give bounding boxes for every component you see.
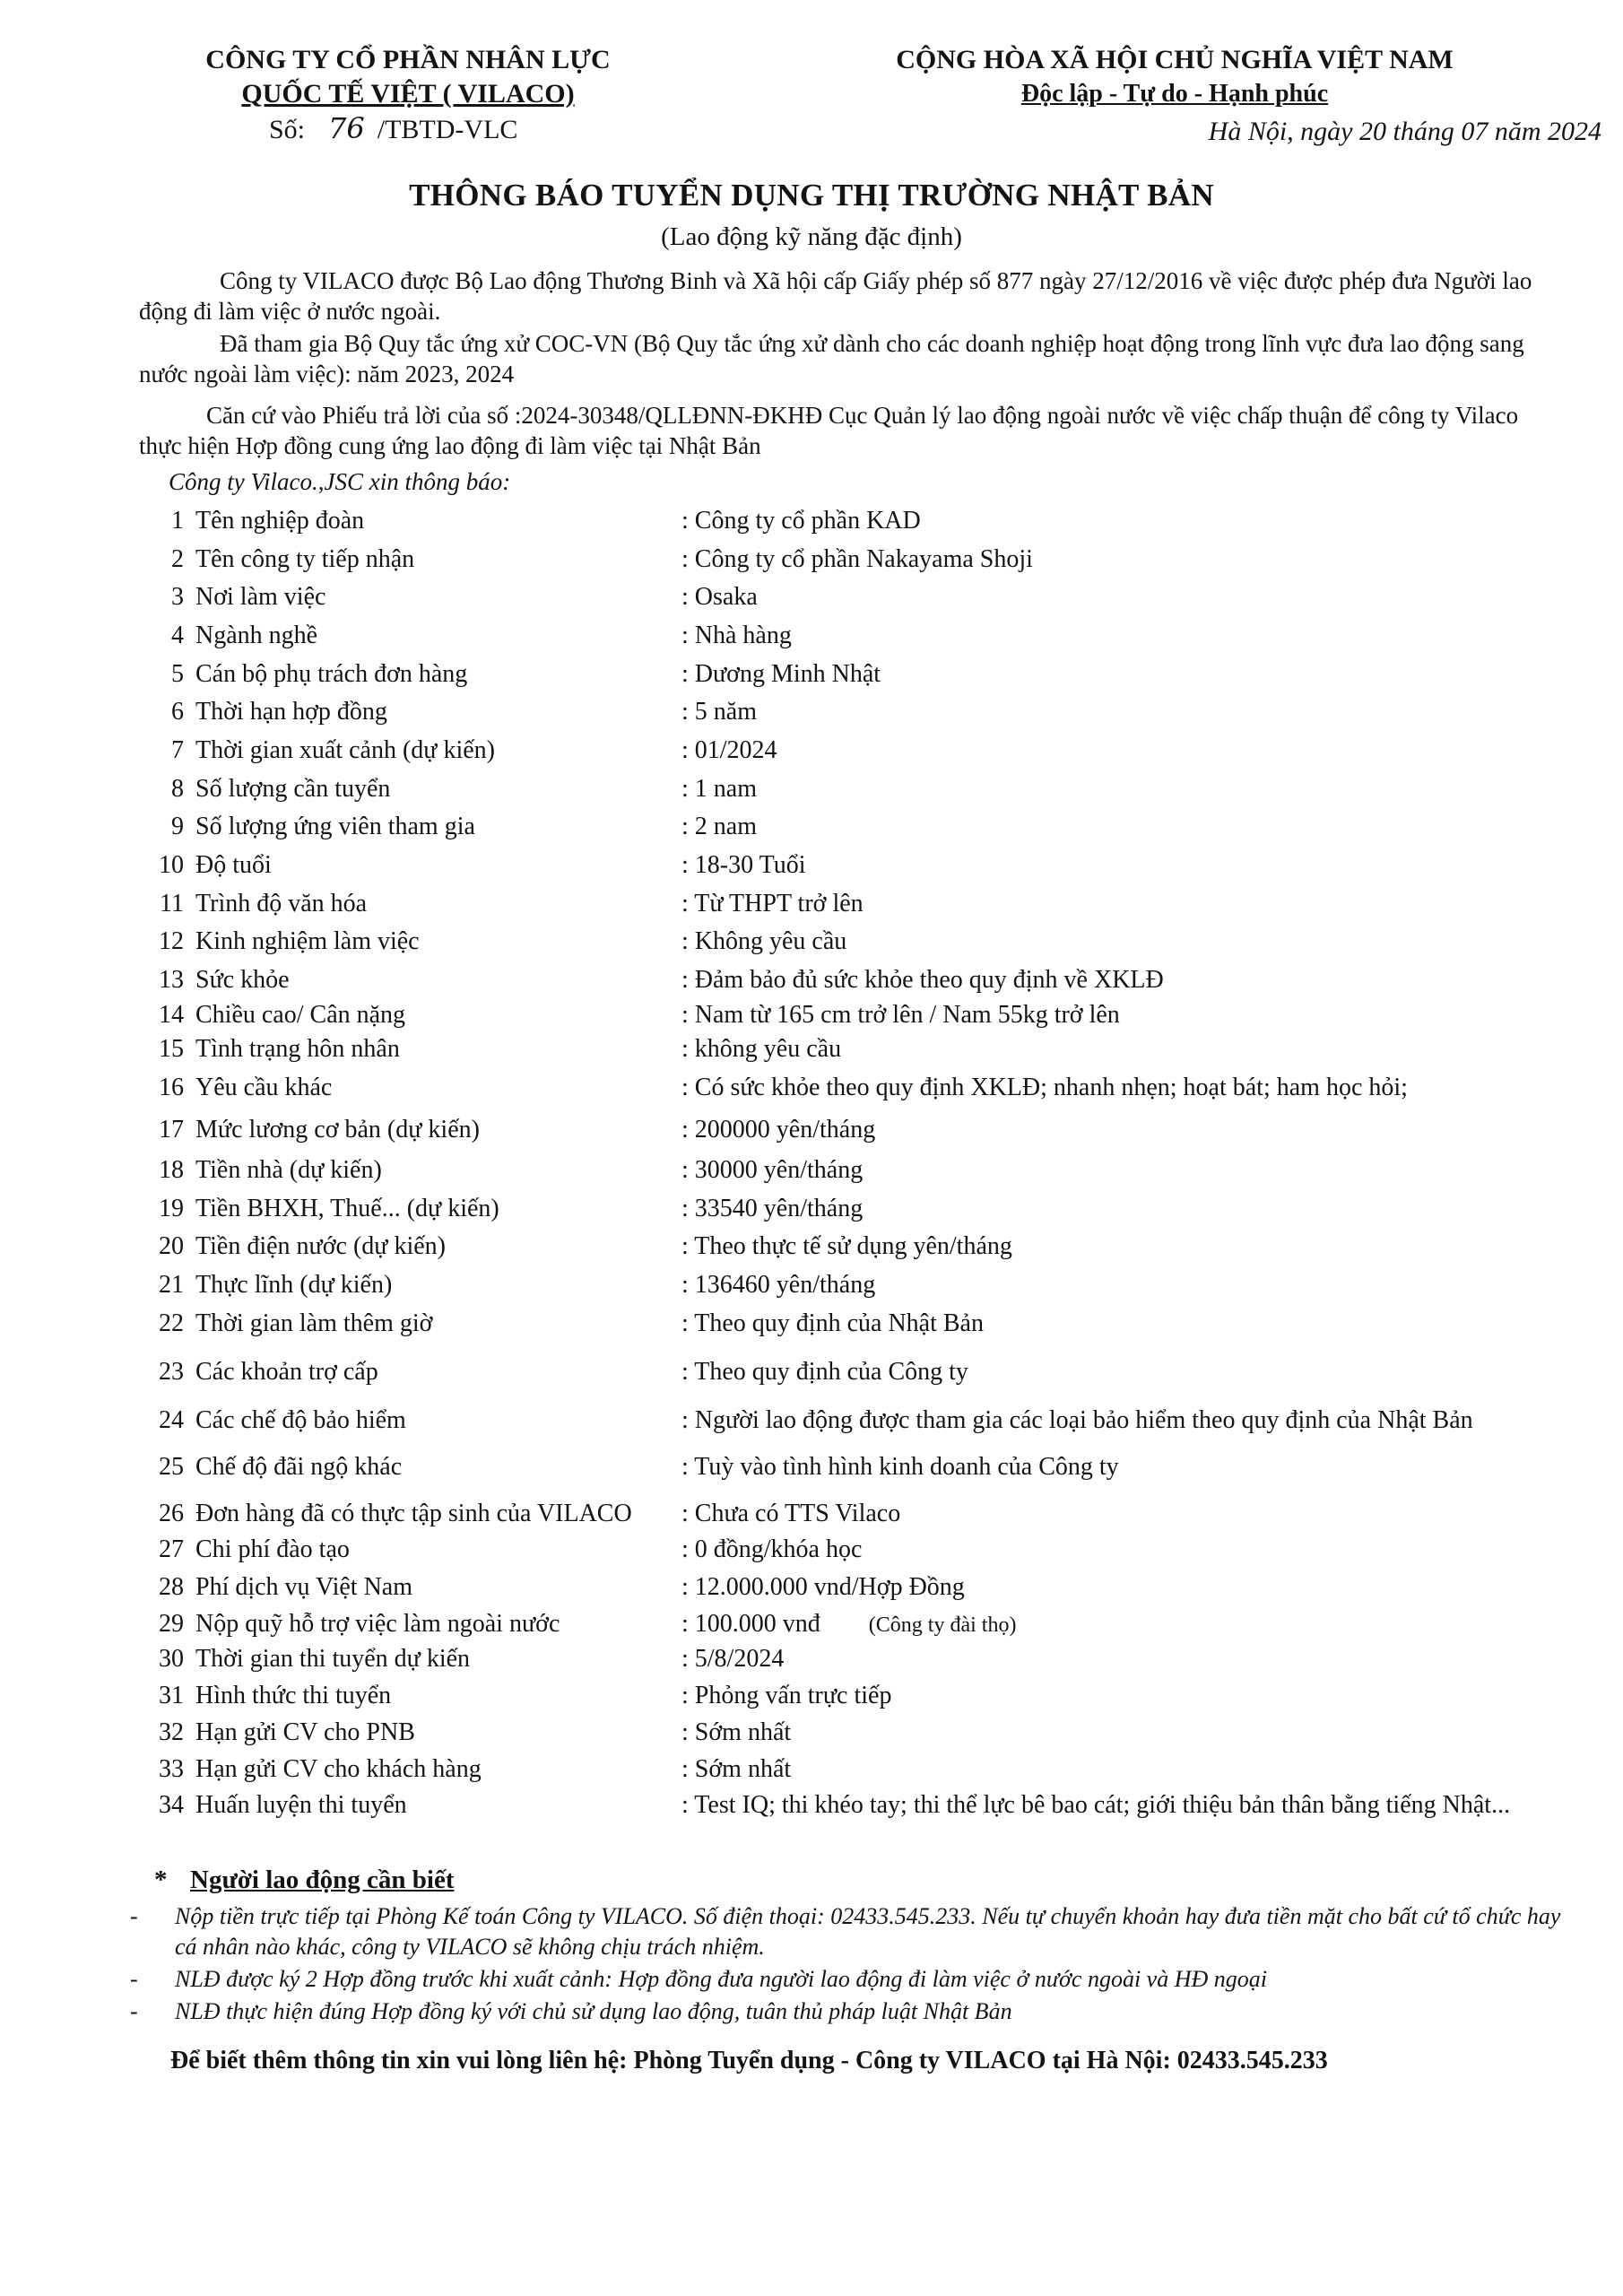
star-marker: * xyxy=(154,1866,168,1894)
nation-motto: Độc lập - Tự do - Hạnh phúc xyxy=(1020,80,1329,108)
item-value-text: : 5 năm xyxy=(681,698,757,726)
list-item xyxy=(126,1964,1587,1995)
item-value-text: : 1 nam xyxy=(681,775,757,803)
company-name: CÔNG TY CỔ PHẦN NHÂN LỰC xyxy=(205,45,611,74)
table-row xyxy=(0,1231,1623,1263)
paragraph-basis: Căn cứ vào Phiếu trả lời của số :2024-30348/QLLĐNN-ĐKHĐ Cục Quản lý lao động ngoài nước về việc chấp thuận để công ty Vilaco thực hiện Hợp đồng cung ứng lao động đi làm việc tại Nhật Bản xyxy=(139,402,1519,459)
item-value-text: : Tuỳ vào tình hình kinh doanh của Công ty xyxy=(681,1453,1119,1481)
item-label: Tiền nhà (dự kiến) xyxy=(195,1156,382,1184)
item-value-text: : Nhà hàng xyxy=(681,622,792,649)
table-row xyxy=(0,1356,1623,1388)
item-label: Yêu cầu khác xyxy=(195,1074,333,1101)
item-value xyxy=(681,1193,863,1225)
item-number: 18 xyxy=(159,1156,184,1184)
item-value xyxy=(681,999,1120,1031)
item-value-text: : Chưa có TTS Vilaco xyxy=(681,1500,901,1527)
item-value-text: : 18-30 Tuổi xyxy=(681,851,806,879)
item-number: 1 xyxy=(171,507,184,535)
item-number: 9 xyxy=(171,813,184,840)
table-row xyxy=(0,1717,1623,1749)
item-value-text: : 2 nam xyxy=(681,813,757,840)
item-label: Cán bộ phụ trách đơn hàng xyxy=(195,660,468,688)
item-value-text: : 30000 yên/tháng xyxy=(681,1156,864,1184)
item-value-text: : 0 đồng/khóa học xyxy=(681,1535,863,1563)
item-value xyxy=(681,696,757,728)
item-value xyxy=(681,811,757,843)
list-item xyxy=(126,1996,1587,2027)
table-row xyxy=(0,1498,1623,1530)
item-value xyxy=(681,1451,1119,1483)
nation-header xyxy=(861,43,1488,111)
must-know-heading xyxy=(154,1866,455,1895)
item-value-text: : Nam từ 165 cm trở lên / Nam 55kg trở lên xyxy=(681,1001,1120,1029)
item-label: Thời gian thi tuyển dự kiến xyxy=(195,1645,471,1673)
company-header xyxy=(175,43,641,111)
item-value xyxy=(681,1308,984,1340)
table-row xyxy=(0,1789,1623,1822)
item-value xyxy=(681,505,921,537)
item-label: Trình độ văn hóa xyxy=(195,890,368,918)
item-label: Hạn gửi CV cho PNB xyxy=(195,1718,415,1746)
item-value xyxy=(681,581,758,613)
item-number: 26 xyxy=(159,1500,184,1527)
intro-line: Công ty Vilaco.,JSC xin thông báo: xyxy=(169,468,511,495)
item-label: Số lượng cần tuyển xyxy=(195,775,391,803)
table-row xyxy=(0,1072,1623,1104)
item-label: Độ tuổi xyxy=(195,851,272,879)
item-value-text: : 5/8/2024 xyxy=(681,1645,785,1673)
item-number: 24 xyxy=(159,1406,184,1434)
item-number: 3 xyxy=(171,583,184,611)
item-value xyxy=(681,1269,875,1301)
must-know-list xyxy=(126,1901,1587,2029)
item-value xyxy=(681,1534,862,1566)
item-label: Phí dịch vụ Việt Nam xyxy=(195,1573,413,1601)
table-row xyxy=(0,696,1623,728)
item-value-text: : 100.000 vnđ xyxy=(681,1610,820,1638)
document-subtitle: (Lao động kỹ năng đặc định) xyxy=(661,222,962,251)
item-number: 25 xyxy=(159,1453,184,1481)
item-value-text: : không yêu cầu xyxy=(681,1035,842,1063)
item-value-text: : Từ THPT trở lên xyxy=(681,890,864,918)
item-number: 16 xyxy=(159,1074,184,1101)
table-row xyxy=(0,999,1623,1031)
item-number: 10 xyxy=(159,851,184,879)
item-value-text: : Theo quy định của Công ty xyxy=(681,1358,968,1386)
table-row xyxy=(0,1269,1623,1301)
item-value-text: : Không yêu cầu xyxy=(681,927,847,955)
item-number: 11 xyxy=(160,890,184,918)
paragraph-license: Công ty VILACO được Bộ Lao động Thương Binh và Xã hội cấp Giấy phép số 877 ngày 27/12/2016 về việc được phép đưa Người lao động đi làm việc ở nước ngoài. xyxy=(139,267,1532,325)
item-value-text: : Có sức khỏe theo quy định XKLĐ; nhanh nhẹn; hoạt bát; ham học hỏi; xyxy=(681,1074,1408,1101)
item-value xyxy=(681,1571,965,1604)
item-value xyxy=(681,1680,891,1712)
item-label: Thời gian làm thêm giờ xyxy=(195,1309,433,1337)
table-row xyxy=(0,1308,1623,1340)
table-row xyxy=(0,1193,1623,1225)
item-number: 5 xyxy=(171,660,184,688)
item-label: Huấn luyện thi tuyển xyxy=(195,1791,407,1819)
item-number: 33 xyxy=(159,1755,184,1783)
item-number: 20 xyxy=(159,1232,184,1260)
item-value-text: : 200000 yên/tháng xyxy=(681,1116,876,1144)
item-label: Tiền BHXH, Thuế... (dự kiến) xyxy=(195,1195,499,1222)
item-number: 2 xyxy=(171,545,184,573)
paragraph-coc: Đã tham gia Bộ Quy tắc ứng xử COC-VN (Bộ Quy tắc ứng xử dành cho các doanh nghiệp hoạt động trong lĩnh vực đưa lao động sang nước ngoài làm việc): năm 2023, 2024 xyxy=(139,330,1524,387)
item-value-text: : Người lao động được tham gia các loại bảo hiểm theo quy định của Nhật Bản xyxy=(681,1406,1473,1434)
table-row xyxy=(0,1154,1623,1187)
table-row xyxy=(0,773,1623,805)
item-number: 17 xyxy=(159,1116,184,1144)
item-value-text: : Công ty cổ phần Nakayama Shoji xyxy=(681,545,1033,573)
table-row xyxy=(0,1680,1623,1712)
item-number: 21 xyxy=(159,1271,184,1299)
item-value xyxy=(681,658,881,691)
item-label: Chế độ đãi ngộ khác xyxy=(195,1453,403,1481)
item-number: 6 xyxy=(171,698,184,726)
item-value xyxy=(681,1717,791,1749)
item-value xyxy=(681,1072,1408,1104)
item-label: Hình thức thi tuyển xyxy=(195,1682,392,1709)
item-value xyxy=(681,544,1033,576)
item-value xyxy=(681,1231,1012,1263)
dash-marker: - xyxy=(130,1903,138,1929)
item-number: 14 xyxy=(159,1001,184,1029)
item-value-text: : Đảm bảo đủ sức khỏe theo quy định về XKLĐ xyxy=(681,966,1164,994)
item-number: 4 xyxy=(171,622,184,649)
handwritten-number: 76 xyxy=(328,111,365,145)
item-label: Đơn hàng đã có thực tập sinh của VILACO xyxy=(195,1500,632,1527)
table-row xyxy=(0,964,1623,996)
item-label: Nộp quỹ hỗ trợ việc làm ngoài nước xyxy=(195,1610,560,1638)
table-row xyxy=(0,544,1623,576)
table-row xyxy=(0,1405,1623,1437)
so-label: Số: xyxy=(269,115,306,144)
table-row xyxy=(0,1534,1623,1566)
item-value xyxy=(681,1033,841,1065)
item-value-text: : 136460 yên/tháng xyxy=(681,1271,876,1299)
item-number: 32 xyxy=(159,1718,184,1746)
item-number: 28 xyxy=(159,1573,184,1601)
item-label: Hạn gửi CV cho khách hàng xyxy=(195,1755,482,1783)
item-value-text: : Công ty cổ phần KAD xyxy=(681,507,921,535)
item-number: 34 xyxy=(159,1791,184,1819)
item-value-text: : Theo thực tế sử dụng yên/tháng xyxy=(681,1232,1012,1260)
item-number: 15 xyxy=(159,1035,184,1063)
item-label: Nơi làm việc xyxy=(195,583,326,611)
table-row xyxy=(0,735,1623,767)
table-row xyxy=(0,1571,1623,1604)
document-date: Hà Nội, ngày 20 tháng 07 năm 2024 xyxy=(1208,117,1601,146)
contact-line: Để biết thêm thông tin xin vui lòng liên hệ: Phòng Tuyển dụng - Công ty VILACO tại Hà Nội: 02433.545.233 xyxy=(170,2047,1328,2074)
bullet-text: NLĐ được ký 2 Hợp đồng trước khi xuất cảnh: Hợp đồng đưa người lao động đi làm việc ở nước ngoài và HĐ ngoại xyxy=(175,1966,1267,1992)
item-value xyxy=(681,735,777,767)
item-label: Số lượng ứng viên tham gia xyxy=(195,813,475,840)
table-row xyxy=(0,658,1623,691)
bullet-text: NLĐ thực hiện đúng Hợp đồng ký với chủ sử dụng lao động, tuân thủ pháp luật Nhật Bản xyxy=(175,1998,1012,2024)
item-value xyxy=(681,926,846,958)
item-value xyxy=(681,1643,784,1675)
table-row xyxy=(0,1114,1623,1146)
item-value-text: : 33540 yên/tháng xyxy=(681,1195,864,1222)
list-item xyxy=(126,1901,1587,1962)
item-note: (Công ty đài thọ) xyxy=(868,1613,1017,1637)
bullet-text: Nộp tiền trực tiếp tại Phòng Kế toán Công ty VILACO. Số điện thoại: 02433.545.233. Nếu tự chuyển khoản hay đưa tiền mặt cho bất cứ tổ chức hay cá nhân nào khác, công ty VILACO sẽ không chịu trách nhiệm. xyxy=(175,1903,1561,1960)
item-value xyxy=(681,620,792,652)
item-label: Tình trạng hôn nhân xyxy=(195,1035,400,1063)
item-value-text: : Sớm nhất xyxy=(681,1755,792,1783)
item-label: Tên nghiệp đoàn xyxy=(195,507,365,535)
item-value-text: : Dương Minh Nhật xyxy=(681,660,881,688)
item-value xyxy=(681,1753,791,1786)
item-value xyxy=(681,1498,900,1530)
table-row xyxy=(0,1753,1623,1786)
item-label: Mức lương cơ bản (dự kiến) xyxy=(195,1116,480,1144)
table-row xyxy=(0,1643,1623,1675)
item-value xyxy=(681,1405,1473,1437)
item-value xyxy=(681,1356,968,1388)
item-label: Ngành nghề xyxy=(195,622,318,649)
item-label: Kinh nghiệm làm việc xyxy=(195,927,420,955)
dash-marker: - xyxy=(130,1966,138,1992)
item-label: Các chế độ bảo hiểm xyxy=(195,1406,406,1434)
must-know-title: Người lao động cần biết xyxy=(190,1866,455,1894)
table-row xyxy=(0,505,1623,537)
item-label: Tên công ty tiếp nhận xyxy=(195,545,415,573)
item-value-text: : Theo quy định của Nhật Bản xyxy=(681,1309,984,1337)
document-title: THÔNG BÁO TUYỂN DỤNG THỊ TRƯỜNG NHẬT BẢN xyxy=(409,178,1214,213)
item-value-text: : Sớm nhất xyxy=(681,1718,792,1746)
item-label: Chiều cao/ Cân nặng xyxy=(195,1001,406,1029)
item-value xyxy=(681,1154,863,1187)
item-number: 13 xyxy=(159,966,184,994)
table-row xyxy=(0,849,1623,882)
table-row xyxy=(0,926,1623,958)
item-number: 8 xyxy=(171,775,184,803)
item-value-text: : Test IQ; thi khéo tay; thi thể lực bê bao cát; giới thiệu bản thân bằng tiếng Nhật... xyxy=(681,1791,1511,1819)
item-number: 7 xyxy=(171,736,184,764)
document-number xyxy=(269,111,517,145)
so-suffix: /TBTD-VLC xyxy=(377,115,518,144)
dash-marker: - xyxy=(130,1998,138,2024)
item-value-text: : Phỏng vấn trực tiếp xyxy=(681,1682,892,1709)
item-value xyxy=(681,773,757,805)
item-label: Sức khỏe xyxy=(195,966,290,994)
item-number: 19 xyxy=(159,1195,184,1222)
item-value-text: : Osaka xyxy=(681,583,758,611)
item-value xyxy=(681,1789,1510,1822)
item-label: Thời gian xuất cảnh (dự kiến) xyxy=(195,736,495,764)
item-number: 29 xyxy=(159,1610,184,1638)
item-value xyxy=(681,888,864,920)
nation-name: CỘNG HÒA XÃ HỘI CHỦ NGHĨA VIỆT NAM xyxy=(896,45,1454,74)
item-label: Thực lĩnh (dự kiến) xyxy=(195,1271,393,1299)
item-value xyxy=(681,964,1164,996)
item-number: 31 xyxy=(159,1682,184,1709)
item-number: 23 xyxy=(159,1358,184,1386)
item-number: 30 xyxy=(159,1645,184,1673)
table-row xyxy=(0,1033,1623,1065)
item-value xyxy=(681,1114,875,1146)
item-value-text: : 01/2024 xyxy=(681,736,777,764)
table-row xyxy=(0,581,1623,613)
table-row xyxy=(0,1451,1623,1483)
item-number: 12 xyxy=(159,927,184,955)
table-row xyxy=(0,811,1623,843)
item-value xyxy=(681,849,806,882)
item-value xyxy=(681,1608,1016,1641)
item-number: 27 xyxy=(159,1535,184,1563)
company-name-sub: QUỐC TẾ VIỆT ( VILACO) xyxy=(241,79,575,109)
table-row xyxy=(0,620,1623,652)
item-label: Chi phí đào tạo xyxy=(195,1535,350,1563)
item-value-text: : 12.000.000 vnd/Hợp Đồng xyxy=(681,1573,965,1601)
item-number: 22 xyxy=(159,1309,184,1337)
table-row xyxy=(0,1608,1623,1640)
item-label: Tiền điện nước (dự kiến) xyxy=(195,1232,446,1260)
item-label: Thời hạn hợp đồng xyxy=(195,698,387,726)
table-row xyxy=(0,888,1623,920)
item-label: Các khoản trợ cấp xyxy=(195,1358,378,1386)
